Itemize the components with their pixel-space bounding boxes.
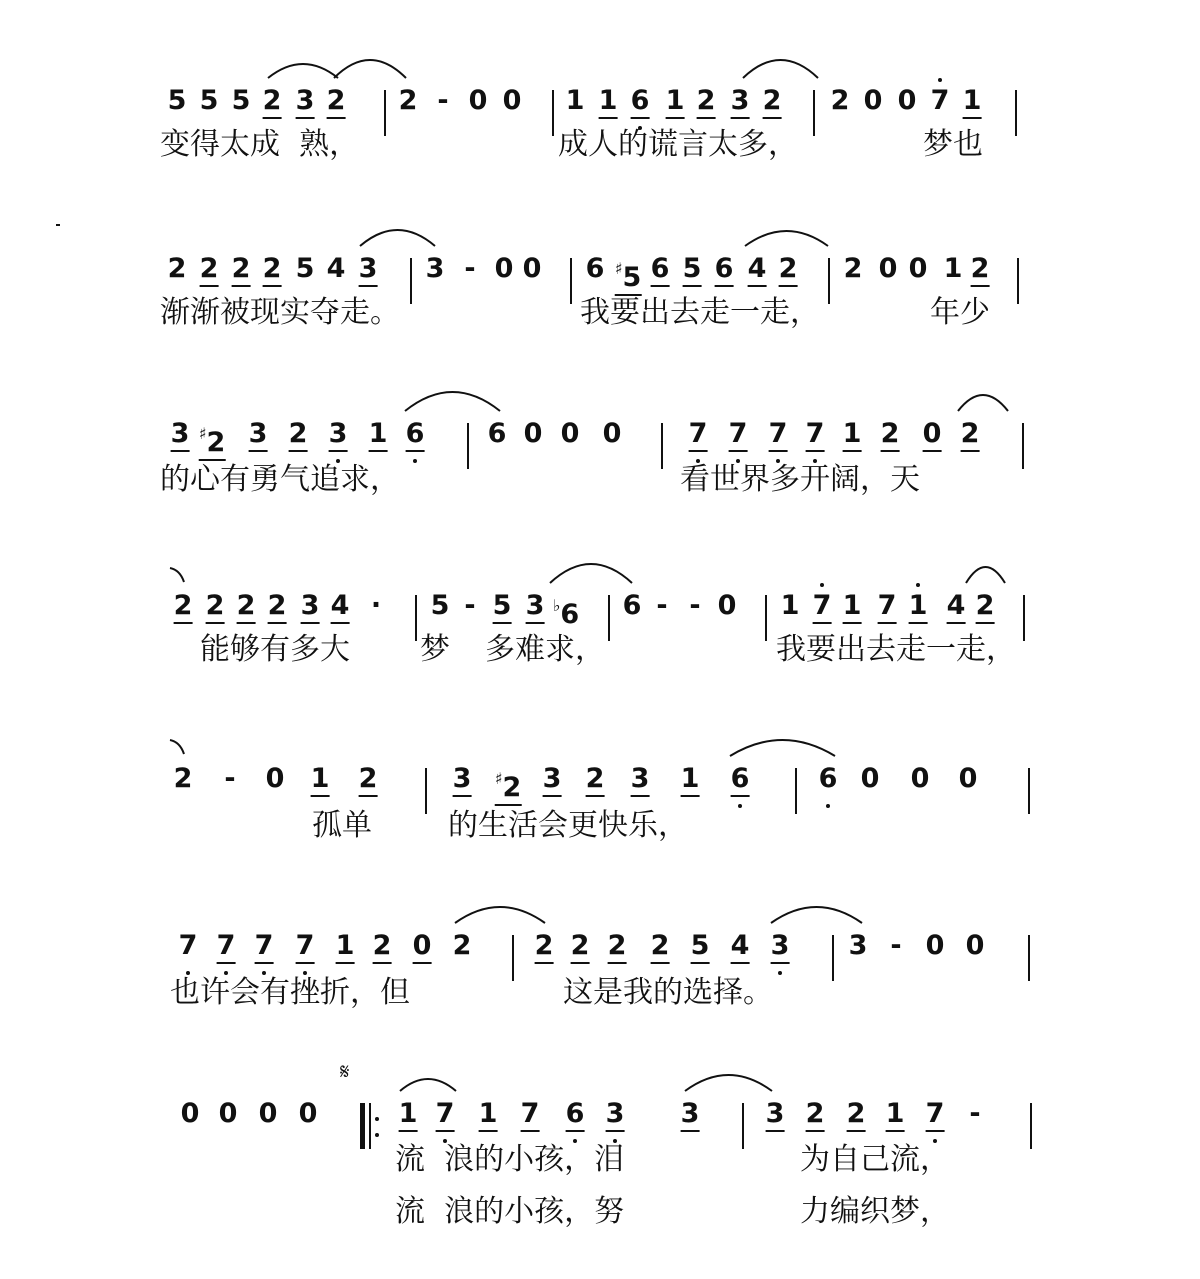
lyric-line: 看世界多开阔，天 — [680, 462, 920, 497]
note: 6 — [487, 418, 507, 449]
note: 2 — [173, 763, 193, 794]
note: 3 — [631, 764, 650, 797]
note: - — [969, 1098, 981, 1129]
note: 1 — [886, 1099, 905, 1132]
note: 6 — [566, 1099, 585, 1132]
lyric-line: 为自己流， — [800, 1142, 950, 1177]
note: 0 — [923, 419, 942, 452]
lyric-line: 流 浪的小孩，努 — [395, 1194, 625, 1229]
note: 3 — [771, 931, 790, 964]
slur — [958, 395, 1008, 411]
note: 1 — [599, 86, 618, 119]
note: 7 — [178, 930, 198, 961]
note: 7 — [806, 419, 825, 452]
note: 3 — [329, 419, 348, 452]
sharp-icon: ♯ — [198, 424, 207, 443]
note — [615, 254, 642, 296]
note: 3 — [848, 930, 868, 961]
slur — [550, 564, 632, 583]
barline — [552, 90, 554, 136]
lyric-line: 多难求， — [485, 632, 605, 667]
lyric-line: 这是我的选择。 — [563, 975, 773, 1010]
barline — [765, 595, 767, 641]
barline — [1028, 768, 1030, 814]
note: - — [464, 590, 476, 621]
note: 2 — [535, 931, 554, 964]
note: 2 — [571, 931, 590, 964]
note: 2 — [359, 764, 378, 797]
note: 0 — [878, 253, 898, 284]
barline — [467, 423, 469, 469]
slur — [455, 907, 545, 923]
note: 7 — [813, 591, 832, 624]
lyric-line: 年少 — [930, 295, 990, 330]
note: 6 — [715, 254, 734, 287]
note: 7 — [769, 419, 788, 452]
note: 7 — [436, 1099, 455, 1132]
note: 2 — [847, 1099, 866, 1132]
note: 1 — [909, 591, 928, 624]
barline — [410, 258, 412, 304]
note: 5 — [683, 254, 702, 287]
slur — [685, 1075, 772, 1091]
note: 2 — [167, 253, 187, 284]
barline — [570, 258, 572, 304]
lyric-line: 孤单 — [312, 808, 372, 843]
note: 3 — [296, 86, 315, 119]
note: 6 — [651, 254, 670, 287]
high-octave-dot — [938, 78, 942, 82]
note: 4 — [331, 591, 350, 624]
note: 3 — [766, 1099, 785, 1132]
barline — [1028, 935, 1030, 981]
tie-hook — [170, 568, 184, 582]
note: 6 — [631, 86, 650, 119]
lyric-line: 力编织梦， — [800, 1194, 950, 1229]
note: 5 — [430, 590, 450, 621]
note: 0 — [218, 1098, 238, 1129]
note: 1 — [963, 86, 982, 119]
barline — [832, 935, 834, 981]
note: 2 — [806, 1099, 825, 1132]
note: 2 — [327, 86, 346, 119]
stray-mark — [56, 224, 60, 226]
note: 2 — [263, 254, 282, 287]
note: 4 — [326, 253, 346, 284]
note-digit: 2 — [502, 772, 522, 803]
note: 0 — [523, 418, 543, 449]
note: 5 — [295, 253, 315, 284]
note: 1 — [399, 1099, 418, 1132]
lyric-line: 梦也 — [923, 127, 983, 162]
note: 3 — [425, 253, 445, 284]
note: 0 — [925, 930, 945, 961]
note: 5 — [493, 591, 512, 624]
note: 0 — [863, 85, 883, 116]
note — [553, 591, 579, 630]
barline — [1022, 423, 1024, 469]
slur — [966, 567, 1005, 583]
note: 0 — [265, 763, 285, 794]
slur — [743, 60, 818, 78]
note: 2 — [268, 591, 287, 624]
note: 7 — [930, 85, 950, 116]
note: 1 — [369, 419, 388, 452]
note: 1 — [479, 1099, 498, 1132]
slur — [745, 231, 828, 246]
high-octave-dot — [916, 583, 920, 587]
segno-icon: 𝄋 — [340, 1060, 350, 1085]
note: 0 — [494, 253, 514, 284]
note: 1 — [943, 253, 963, 284]
note: 0 — [910, 763, 930, 794]
note: 2 — [779, 254, 798, 287]
slur — [400, 1079, 456, 1091]
low-octave-dot — [778, 971, 782, 975]
note: 0 — [502, 85, 522, 116]
lyric-line: 流 浪的小孩，泪 — [395, 1142, 625, 1177]
note: 2 — [452, 930, 472, 961]
note: · — [370, 590, 382, 621]
note: 1 — [843, 419, 862, 452]
note: 7 — [878, 591, 897, 624]
sharp-icon: ♯ — [614, 259, 623, 278]
note: 7 — [729, 419, 748, 452]
note: 3 — [249, 419, 268, 452]
repeat-dot — [375, 1133, 379, 1137]
barline — [742, 1103, 744, 1149]
lyric-line: 变得太成 熟， — [160, 127, 360, 162]
note: 2 — [651, 931, 670, 964]
barline — [1030, 1103, 1032, 1149]
lyric-line: 成人的谎言太多， — [558, 127, 798, 162]
barline — [512, 935, 514, 981]
note: 2 — [200, 254, 219, 287]
note: 2 — [608, 931, 627, 964]
note: 5 — [167, 85, 187, 116]
note: 5 — [199, 85, 219, 116]
note: 1 — [565, 85, 585, 116]
note: 3 — [731, 86, 750, 119]
slur — [268, 64, 338, 78]
note: 7 — [255, 931, 274, 964]
note: 2 — [174, 591, 193, 624]
note: 4 — [731, 931, 750, 964]
sharp-icon: ♯ — [494, 769, 503, 788]
note: 3 — [526, 591, 545, 624]
tie-hook — [170, 740, 184, 754]
note: - — [464, 253, 476, 284]
note: 0 — [560, 418, 580, 449]
slur — [334, 60, 406, 78]
note: 1 — [681, 764, 700, 797]
note: 0 — [958, 763, 978, 794]
note: 2 — [289, 419, 308, 452]
note: 2 — [237, 591, 256, 624]
lyric-line: 我要出去走一走， — [580, 295, 820, 330]
lyric-line: 渐渐被现实夺走。 — [160, 295, 400, 330]
high-octave-dot — [820, 583, 824, 587]
note: 2 — [232, 254, 251, 287]
note: 0 — [298, 1098, 318, 1129]
note: 7 — [521, 1099, 540, 1132]
note: 5 — [231, 85, 251, 116]
barline — [425, 768, 427, 814]
note: 3 — [171, 419, 190, 452]
note: 2 — [961, 419, 980, 452]
barline — [661, 423, 663, 469]
barline — [608, 595, 610, 641]
note-digit: 5 — [622, 262, 642, 293]
note: 7 — [217, 931, 236, 964]
note: 0 — [468, 85, 488, 116]
slur — [771, 907, 862, 923]
note: 2 — [697, 86, 716, 119]
note: 0 — [965, 930, 985, 961]
barline — [1017, 258, 1019, 304]
note: - — [890, 930, 902, 961]
note: 7 — [926, 1099, 945, 1132]
note: 2 — [586, 764, 605, 797]
note: 0 — [180, 1098, 200, 1129]
note: 3 — [301, 591, 320, 624]
note-digit: 2 — [206, 427, 226, 458]
barline — [415, 595, 417, 641]
lyric-line: 梦 — [420, 632, 450, 667]
note: 1 — [843, 591, 862, 624]
low-octave-dot — [413, 459, 417, 463]
note: 0 — [897, 85, 917, 116]
note: 2 — [976, 591, 995, 624]
barline — [1023, 595, 1025, 641]
note: - — [437, 85, 449, 116]
note: 3 — [606, 1099, 625, 1132]
barline — [369, 1103, 371, 1149]
note: 2 — [763, 86, 782, 119]
barline — [384, 90, 386, 136]
note: 0 — [908, 253, 928, 284]
barline — [828, 258, 830, 304]
note: 6 — [731, 764, 750, 797]
note: 1 — [666, 86, 685, 119]
note — [495, 764, 522, 806]
repeat-dot — [375, 1117, 379, 1121]
note-digit: 6 — [560, 599, 580, 630]
note: 0 — [258, 1098, 278, 1129]
note: 0 — [413, 931, 432, 964]
lyric-line: 也许会有挫折，但 — [170, 975, 410, 1010]
note: 5 — [691, 931, 710, 964]
note: 2 — [881, 419, 900, 452]
note: 2 — [398, 85, 418, 116]
slur — [405, 392, 500, 411]
note: 0 — [602, 418, 622, 449]
note: 2 — [373, 931, 392, 964]
note: 4 — [947, 591, 966, 624]
barline — [1015, 90, 1017, 136]
note: 3 — [453, 764, 472, 797]
note: 6 — [585, 253, 605, 284]
note: 2 — [971, 254, 990, 287]
note: 2 — [206, 591, 225, 624]
lyric-line: 我要出去走一走， — [776, 632, 1016, 667]
slur — [730, 740, 835, 756]
barline — [795, 768, 797, 814]
note: 0 — [717, 590, 737, 621]
note: 1 — [780, 590, 800, 621]
note: 1 — [311, 764, 330, 797]
note: 0 — [522, 253, 542, 284]
note: 7 — [689, 419, 708, 452]
barline — [813, 90, 815, 136]
note: 3 — [359, 254, 378, 287]
low-octave-dot — [826, 804, 830, 808]
lyric-line: 能够有多大 — [200, 632, 350, 667]
note: 0 — [860, 763, 880, 794]
slur — [360, 230, 435, 246]
note — [199, 419, 226, 461]
note: 6 — [622, 590, 642, 621]
note: 7 — [296, 931, 315, 964]
note: 1 — [336, 931, 355, 964]
note: 2 — [843, 253, 863, 284]
note: 4 — [748, 254, 767, 287]
note: - — [656, 590, 668, 621]
flat-icon: ♭ — [552, 596, 561, 615]
note: 2 — [263, 86, 282, 119]
low-octave-dot — [738, 804, 742, 808]
note: 3 — [543, 764, 562, 797]
note: - — [689, 590, 701, 621]
lyric-line: 的生活会更快乐， — [448, 808, 688, 843]
note: 6 — [406, 419, 425, 452]
lyric-line: 的心有勇气追求， — [160, 462, 400, 497]
note: 3 — [681, 1099, 700, 1132]
note: 6 — [818, 763, 838, 794]
note: - — [224, 763, 236, 794]
note: 2 — [830, 85, 850, 116]
repeat-barline — [360, 1103, 365, 1149]
